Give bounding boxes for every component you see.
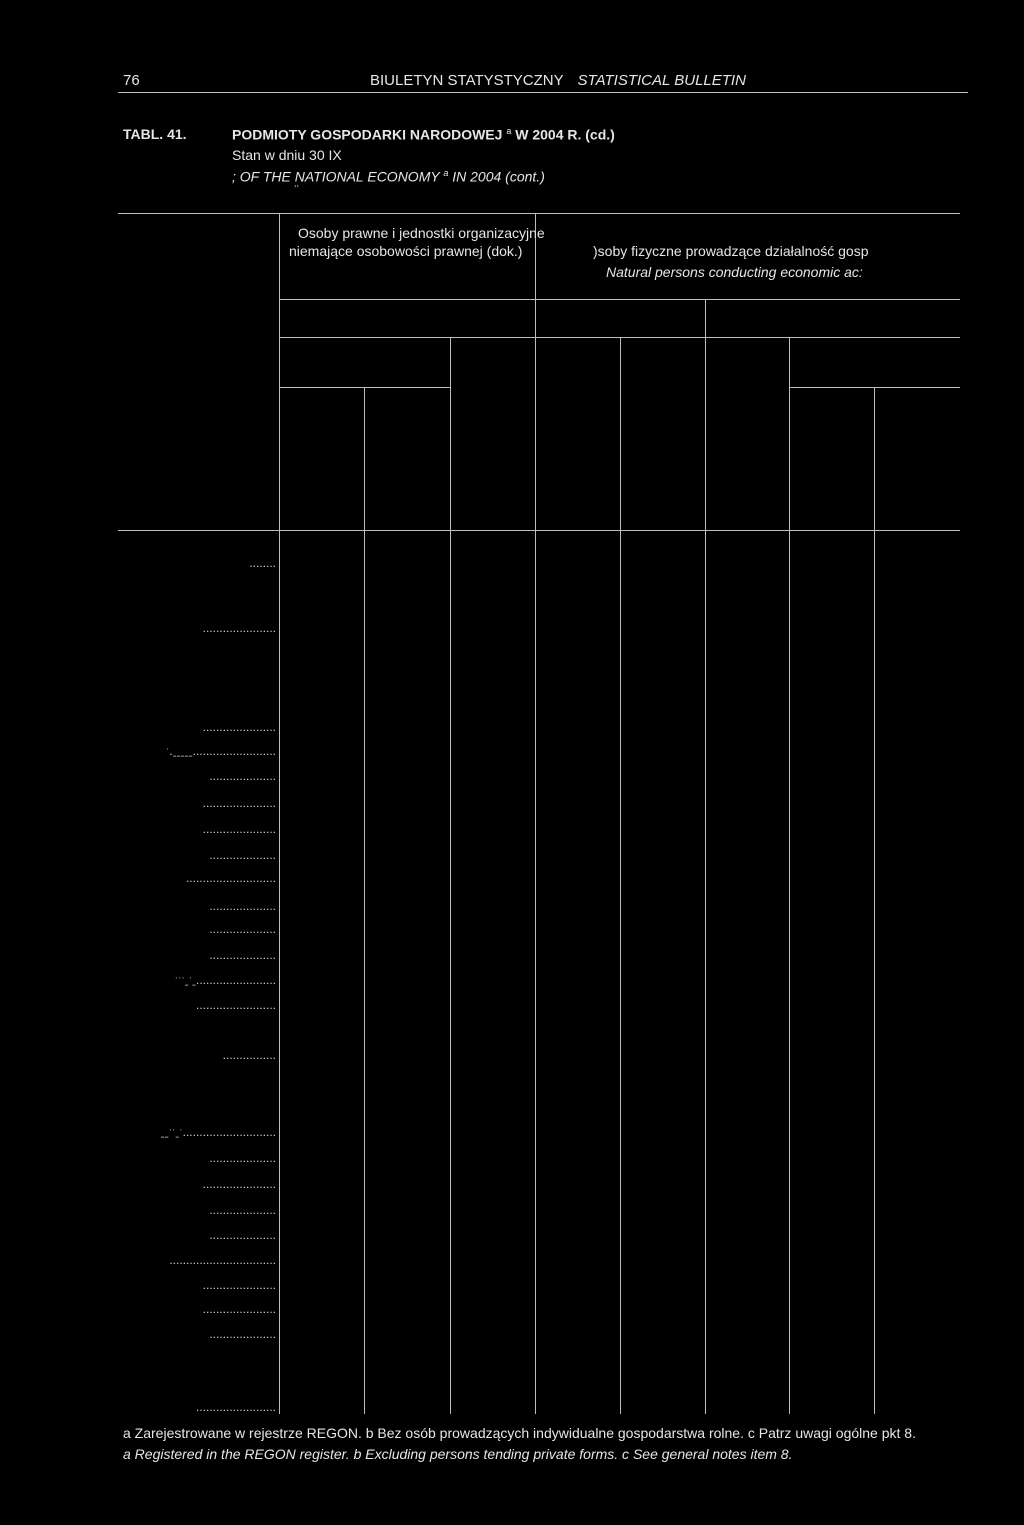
stub-row-prefix: ˑ.ˍˍˍˍˍ: [165, 744, 193, 758]
stub-row-dots: ......................: [202, 1302, 276, 1316]
stub-row-prefix: ˑˑˑˍˑˍ: [174, 973, 196, 987]
stub-row: [196, 1400, 276, 1414]
column-group-legal-persons-line2: niemające osobowości prawnej (dok.): [289, 243, 523, 259]
stub-row-dots: ......................: [202, 1177, 276, 1191]
column-rule-d: [705, 299, 706, 1414]
column-group-legal-persons-line1: Osoby prawne i jednostki organizacyjne: [298, 225, 545, 241]
stub-row: [209, 848, 276, 862]
table-title-en: [232, 168, 545, 185]
stub-row: [209, 1228, 276, 1242]
table-title-en-note: a: [443, 168, 449, 178]
footnote-en: a Registered in the REGON register. b Excluding persons tending private forms. c See general notes item 8.: [123, 1446, 793, 1462]
stub-row: [196, 998, 276, 1012]
stub-row-dots: ....................: [209, 948, 276, 962]
table-title-en-prefix: ; OF THE NATIONAL ECONOMY: [232, 168, 440, 185]
stub-row-dots: ........: [249, 556, 276, 570]
stub-row-dots: ........................: [195, 1400, 276, 1414]
stub-row: [203, 796, 276, 810]
stub-row: [209, 1203, 276, 1217]
stub-row: [186, 871, 276, 885]
stub-row: [209, 948, 276, 962]
stub-row-dots: ......................: [202, 1278, 276, 1292]
header-rule: [118, 92, 968, 93]
bulletin-title-pl: BIULETYN STATYSTYCZNY: [370, 72, 564, 89]
stub-row: [203, 1302, 276, 1316]
stub-row-dots: ....................: [209, 1151, 276, 1165]
table-top-rule: [118, 213, 960, 214]
stub-row: [175, 973, 276, 987]
table-title-en-suffix: IN 2004 (cont.): [452, 168, 545, 185]
bulletin-title: [370, 72, 746, 89]
stub-row-dots: ....................: [209, 769, 276, 783]
table-title-pl-suffix: W 2004 R. (cd.): [515, 126, 615, 143]
table-date-pl: Stan w dniu 30 IX: [232, 147, 342, 163]
page-number: 76: [123, 72, 140, 89]
stub-row-prefix: ˍˍˑˑˍˑ: [160, 1125, 183, 1139]
stub-row-dots: ............................: [182, 1125, 276, 1139]
bulletin-title-en: STATISTICAL BULLETIN: [577, 72, 746, 89]
stub-row: [209, 1327, 276, 1341]
footnote-pl: a Zarejestrowane w rejestrze REGON. b Bez osób prowadzących indywidualne gospodarstwa rolne. c Patrz uwagi ogólne pkt 8.: [123, 1425, 916, 1441]
table-title-pl-text: PODMIOTY GOSPODARKI NARODOWEJ: [232, 126, 503, 143]
stub-row: [203, 1278, 276, 1292]
stub-row: [209, 769, 276, 783]
stub-row: [223, 1048, 276, 1062]
stub-row: [203, 1177, 276, 1191]
stub-row: [209, 1151, 276, 1165]
stub-row-dots: ...........................: [185, 871, 276, 885]
stub-row-dots: ....................: [209, 922, 276, 936]
stub-row-dots: ........................: [195, 973, 276, 987]
stub-row: [161, 1125, 276, 1139]
stub-row: [203, 822, 276, 836]
stub-row-dots: ......................: [202, 796, 276, 810]
stub-row-dots: ....................: [209, 1228, 276, 1242]
stub-row: [169, 1253, 276, 1267]
table-label: TABL. 41.: [123, 126, 187, 142]
stub-row: [203, 720, 276, 734]
table-title-pl: [232, 126, 615, 143]
header-subrule-1: [279, 299, 960, 300]
stub-column-rule: [279, 213, 280, 1414]
stub-row-dots: ....................: [209, 1203, 276, 1217]
header-bottom-rule: [118, 530, 960, 531]
column-rule-a: [364, 387, 365, 1414]
stub-row: [209, 922, 276, 936]
stub-row-dots: ................................: [169, 1253, 276, 1267]
stub-row: [249, 556, 276, 570]
column-rule-e: [789, 337, 790, 1414]
column-rule-group-split: [535, 213, 536, 1414]
table-title-en-mark: ʼʼ: [294, 184, 299, 196]
column-group-natural-persons-pl: )soby fizyczne prowadzące działalność gosp: [593, 243, 869, 259]
stub-row-dots: ......................: [202, 720, 276, 734]
stub-row-dots: ........................: [195, 998, 276, 1012]
stub-row-dots: .........................: [192, 744, 276, 758]
column-rule-f: [874, 387, 875, 1414]
stub-row: [203, 621, 276, 635]
column-group-natural-persons-en: Natural persons conducting economic ac:: [606, 264, 863, 280]
column-rule-c: [620, 337, 621, 1414]
stub-row-dots: ....................: [209, 848, 276, 862]
stub-row-dots: ................: [222, 1048, 276, 1062]
stub-row-dots: ....................: [209, 899, 276, 913]
table-title-pl-note: a: [506, 126, 512, 136]
stub-row-dots: ......................: [202, 621, 276, 635]
stub-row-dots: ......................: [202, 822, 276, 836]
stub-row: [166, 744, 276, 758]
stub-row-dots: ....................: [209, 1327, 276, 1341]
column-rule-b: [450, 337, 451, 1414]
stub-row: [209, 899, 276, 913]
